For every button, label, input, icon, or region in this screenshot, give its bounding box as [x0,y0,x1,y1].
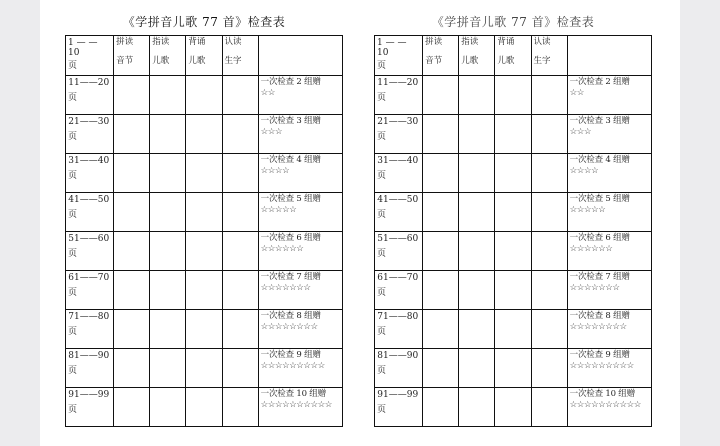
check-cell-pinyin[interactable] [423,193,459,232]
header-pinyin-syllables [114,36,150,76]
reward-text: 一次检查 8 组赠 [260,311,321,321]
check-cell-recite[interactable] [495,193,531,232]
check-cell-recognize[interactable] [531,388,567,427]
header-label-line1: 背诵 [497,37,515,47]
check-cell-pinyin[interactable] [114,349,150,388]
table-row [66,388,343,427]
page-range-cell [66,232,114,271]
header-page-label: 页 [377,61,387,71]
check-cell-pinyin[interactable] [423,115,459,154]
header-label-line2: 儿歌 [497,56,515,66]
check-cell-recite[interactable] [186,154,222,193]
header-recite [186,36,222,76]
page-unit-label: 页 [68,327,78,337]
check-cell-point-read[interactable] [459,193,495,232]
check-cell-recognize[interactable] [222,232,258,271]
check-cell-pinyin[interactable] [114,76,150,115]
reward-text: 一次检查 6 组赠 [569,233,630,243]
check-cell-point-read[interactable] [150,349,186,388]
check-cell-point-read[interactable] [459,154,495,193]
table-row [375,115,652,154]
check-cell-point-read[interactable] [150,271,186,310]
table-row [375,388,652,427]
page-range-label: 61——70 [68,273,110,283]
page-range-label: 71——80 [68,312,110,322]
reward-text: 一次检查 2 组赠 [260,77,321,87]
page-range-cell [375,115,423,154]
page-range-label: 21——30 [377,117,419,127]
page-unit-label: 页 [377,366,387,376]
reward-text: 一次检查 9 组赠 [260,350,321,360]
page-range-label: 31——40 [377,156,419,166]
table-row [375,310,652,349]
table-row [66,115,343,154]
reward-cell [258,232,342,271]
check-cell-pinyin[interactable] [423,349,459,388]
check-cell-recite[interactable] [495,310,531,349]
check-cell-point-read[interactable] [459,232,495,271]
page-unit-label: 页 [377,327,387,337]
reward-text: 一次检查 3 组赠 [569,116,630,126]
reward-stars: ☆☆ [260,88,275,98]
table-row [66,349,343,388]
header-label-line2: 音节 [425,56,443,66]
check-cell-recite[interactable] [495,349,531,388]
check-cell-recite[interactable] [186,310,222,349]
header-label-line1: 认读 [224,37,242,47]
table-row [375,154,652,193]
check-cell-recognize[interactable] [222,115,258,154]
check-cell-recognize[interactable] [222,349,258,388]
check-cell-point-read[interactable] [150,388,186,427]
page-range-label: 41——50 [68,195,110,205]
header-label-line2: 生字 [533,56,551,66]
header-page-range [375,36,423,76]
reward-cell [567,232,651,271]
check-cell-recognize[interactable] [531,349,567,388]
reward-cell [258,388,342,427]
reward-cell [258,349,342,388]
reward-stars: ☆☆☆☆☆☆ [260,244,304,254]
reward-cell [567,310,651,349]
header-label-line2: 音节 [116,56,134,66]
check-cell-point-read[interactable] [459,271,495,310]
check-cell-pinyin[interactable] [114,388,150,427]
check-cell-recite[interactable] [495,115,531,154]
page-range-label: 31——40 [68,156,110,166]
header-reward [567,36,651,76]
page-range-label: 91——99 [377,390,419,400]
page-range-label: 51——60 [68,234,110,244]
checklist-table [374,35,652,427]
table-row [375,193,652,232]
page-range-cell [66,310,114,349]
checklist-title: 《学拼音儿歌 77 首》检查表 [431,15,595,29]
table-row [66,271,343,310]
reward-cell [258,154,342,193]
header-reward [258,36,342,76]
checklist-title: 《学拼音儿歌 77 首》检查表 [122,15,286,29]
page-range-cell [375,310,423,349]
check-cell-point-read[interactable] [150,154,186,193]
check-cell-recite[interactable] [186,388,222,427]
header-label-line2: 儿歌 [188,56,206,66]
reward-cell [567,271,651,310]
reward-stars: ☆☆☆☆☆☆☆☆☆ [569,361,634,371]
reward-stars: ☆☆☆☆☆ [260,205,297,215]
check-cell-point-read[interactable] [150,310,186,349]
check-cell-pinyin[interactable] [114,154,150,193]
header-label-line1: 拼读 [425,37,443,47]
header-recite [495,36,531,76]
reward-cell [567,388,651,427]
check-cell-recognize[interactable] [222,310,258,349]
reward-cell [567,154,651,193]
reward-stars: ☆☆☆☆☆☆ [569,244,613,254]
reward-text: 一次检查 7 组赠 [569,272,630,282]
check-cell-pinyin[interactable] [114,271,150,310]
page-unit-label: 页 [377,288,387,298]
header-label-line1: 指读 [152,37,170,47]
header-row [66,36,343,76]
check-cell-recite[interactable] [186,349,222,388]
check-cell-point-read[interactable] [150,76,186,115]
table-row [66,76,343,115]
table-row [375,76,652,115]
reward-text: 一次检查 8 组赠 [569,311,630,321]
check-cell-pinyin[interactable] [114,193,150,232]
reward-stars: ☆☆☆☆☆☆☆☆ [260,322,318,332]
reward-cell [258,310,342,349]
reward-text: 一次检查 10 组赠 [260,389,326,399]
page-range-label: 61——70 [377,273,419,283]
page-range-cell [66,154,114,193]
table-row [375,271,652,310]
page-range-cell [66,115,114,154]
checklist-panel-left [65,12,343,427]
page-range-cell [375,154,423,193]
reward-stars: ☆☆☆☆ [260,166,290,176]
header-recognize-chars [222,36,258,76]
page-unit-label: 页 [377,210,387,220]
reward-cell [258,193,342,232]
reward-stars: ☆☆☆☆☆☆☆☆☆☆ [260,400,332,410]
reward-cell [258,76,342,115]
page-range-label: 91——99 [68,390,110,400]
reward-cell [567,115,651,154]
page-range-cell [66,271,114,310]
check-cell-recite[interactable] [186,193,222,232]
page-range-cell [66,193,114,232]
page-range-label: 71——80 [377,312,419,322]
check-cell-pinyin[interactable] [114,310,150,349]
page-range-label: 81——90 [377,351,419,361]
reward-text: 一次检查 5 组赠 [569,194,630,204]
document-page [40,0,680,446]
check-cell-point-read[interactable] [150,232,186,271]
page-range-label: 21——30 [68,117,110,127]
check-cell-point-read[interactable] [459,388,495,427]
reward-text: 一次检查 4 组赠 [260,155,321,165]
page-unit-label: 页 [377,132,387,142]
checklist-table [65,35,343,427]
check-cell-recognize[interactable] [531,76,567,115]
table-row [66,232,343,271]
page-range-label: 41——50 [377,195,419,205]
page-unit-label: 页 [377,93,387,103]
reward-text: 一次检查 4 组赠 [569,155,630,165]
reward-text: 一次检查 3 组赠 [260,116,321,126]
header-page-label: 页 [68,61,78,71]
page-unit-label: 页 [68,132,78,142]
page-range-cell [375,232,423,271]
header-label-line1: 认读 [533,37,551,47]
header-recognize-chars [531,36,567,76]
check-cell-recite[interactable] [495,232,531,271]
header-pinyin-syllables [423,36,459,76]
reward-cell [567,76,651,115]
checklist-panel-right [374,12,652,427]
table-row [375,349,652,388]
check-cell-recite[interactable] [495,76,531,115]
page-range-cell [375,388,423,427]
reward-text: 一次检查 6 组赠 [260,233,321,243]
check-cell-recite[interactable] [495,388,531,427]
page-unit-label: 页 [68,171,78,181]
check-cell-recognize[interactable] [531,232,567,271]
reward-cell [567,193,651,232]
reward-stars: ☆☆☆☆☆☆☆ [569,283,620,293]
check-cell-pinyin[interactable] [423,388,459,427]
page-unit-label: 页 [377,171,387,181]
check-cell-pinyin[interactable] [423,154,459,193]
reward-stars: ☆☆☆☆☆ [569,205,606,215]
reward-text: 一次检查 2 组赠 [569,77,630,87]
header-range-label: 1 — — 10 [377,38,407,58]
page-range-cell [66,349,114,388]
page-range-label: 11——20 [377,78,419,88]
table-row [375,232,652,271]
check-cell-recognize[interactable] [531,115,567,154]
check-cell-recite[interactable] [186,115,222,154]
header-page-range [66,36,114,76]
header-range-label: 1 — — 10 [68,38,98,58]
reward-stars: ☆☆☆☆☆☆☆☆ [569,322,627,332]
check-cell-pinyin[interactable] [423,271,459,310]
check-cell-pinyin[interactable] [114,115,150,154]
reward-text: 一次检查 7 组赠 [260,272,321,282]
reward-stars: ☆☆☆☆☆☆☆☆☆ [260,361,325,371]
reward-cell [567,349,651,388]
header-point-read [459,36,495,76]
page-unit-label: 页 [377,249,387,259]
check-cell-recognize[interactable] [222,76,258,115]
check-cell-recognize[interactable] [222,154,258,193]
check-cell-point-read[interactable] [459,349,495,388]
check-cell-recognize[interactable] [222,388,258,427]
page-range-label: 81——90 [68,351,110,361]
check-cell-recognize[interactable] [531,193,567,232]
check-cell-recognize[interactable] [222,193,258,232]
page-unit-label: 页 [68,210,78,220]
check-cell-pinyin[interactable] [423,232,459,271]
page-range-label: 51——60 [377,234,419,244]
check-cell-pinyin[interactable] [423,310,459,349]
reward-stars: ☆☆☆ [260,127,283,137]
page-range-label: 11——20 [68,78,110,88]
check-cell-point-read[interactable] [459,76,495,115]
reward-text: 一次检查 5 组赠 [260,194,321,204]
reward-stars: ☆☆☆☆☆☆☆ [260,283,311,293]
page-range-cell [375,271,423,310]
check-cell-recite[interactable] [495,154,531,193]
header-label-line1: 指读 [461,37,479,47]
header-label-line1: 背诵 [188,37,206,47]
reward-stars: ☆☆☆☆ [569,166,599,176]
page-unit-label: 页 [68,288,78,298]
page-range-cell [66,76,114,115]
check-cell-pinyin[interactable] [423,76,459,115]
reward-cell [258,271,342,310]
table-row [66,193,343,232]
check-cell-point-read[interactable] [459,310,495,349]
page-unit-label: 页 [68,93,78,103]
header-point-read [150,36,186,76]
check-cell-recognize[interactable] [531,271,567,310]
page-range-cell [66,388,114,427]
page-unit-label: 页 [377,405,387,415]
header-label-line2: 生字 [224,56,242,66]
reward-text: 一次检查 9 组赠 [569,350,630,360]
table-row [66,310,343,349]
page-range-cell [375,76,423,115]
check-cell-point-read[interactable] [150,193,186,232]
page-range-cell [375,349,423,388]
reward-stars: ☆☆☆☆☆☆☆☆☆☆ [569,400,641,410]
reward-cell [258,115,342,154]
check-cell-point-read[interactable] [459,115,495,154]
reward-stars: ☆☆ [569,88,584,98]
header-label-line2: 儿歌 [461,56,479,66]
check-cell-recite[interactable] [186,76,222,115]
reward-text: 一次检查 10 组赠 [569,389,635,399]
header-label-line2: 儿歌 [152,56,170,66]
check-cell-recite[interactable] [186,271,222,310]
check-cell-recognize[interactable] [222,271,258,310]
page-unit-label: 页 [68,249,78,259]
page-unit-label: 页 [68,405,78,415]
page-unit-label: 页 [68,366,78,376]
table-row [66,154,343,193]
check-cell-point-read[interactable] [150,115,186,154]
check-cell-recite[interactable] [495,271,531,310]
check-cell-recognize[interactable] [531,154,567,193]
reward-stars: ☆☆☆ [569,127,592,137]
check-cell-recognize[interactable] [531,310,567,349]
check-cell-recite[interactable] [186,232,222,271]
page-range-cell [375,193,423,232]
check-cell-pinyin[interactable] [114,232,150,271]
header-row [375,36,652,76]
header-label-line1: 拼读 [116,37,134,47]
